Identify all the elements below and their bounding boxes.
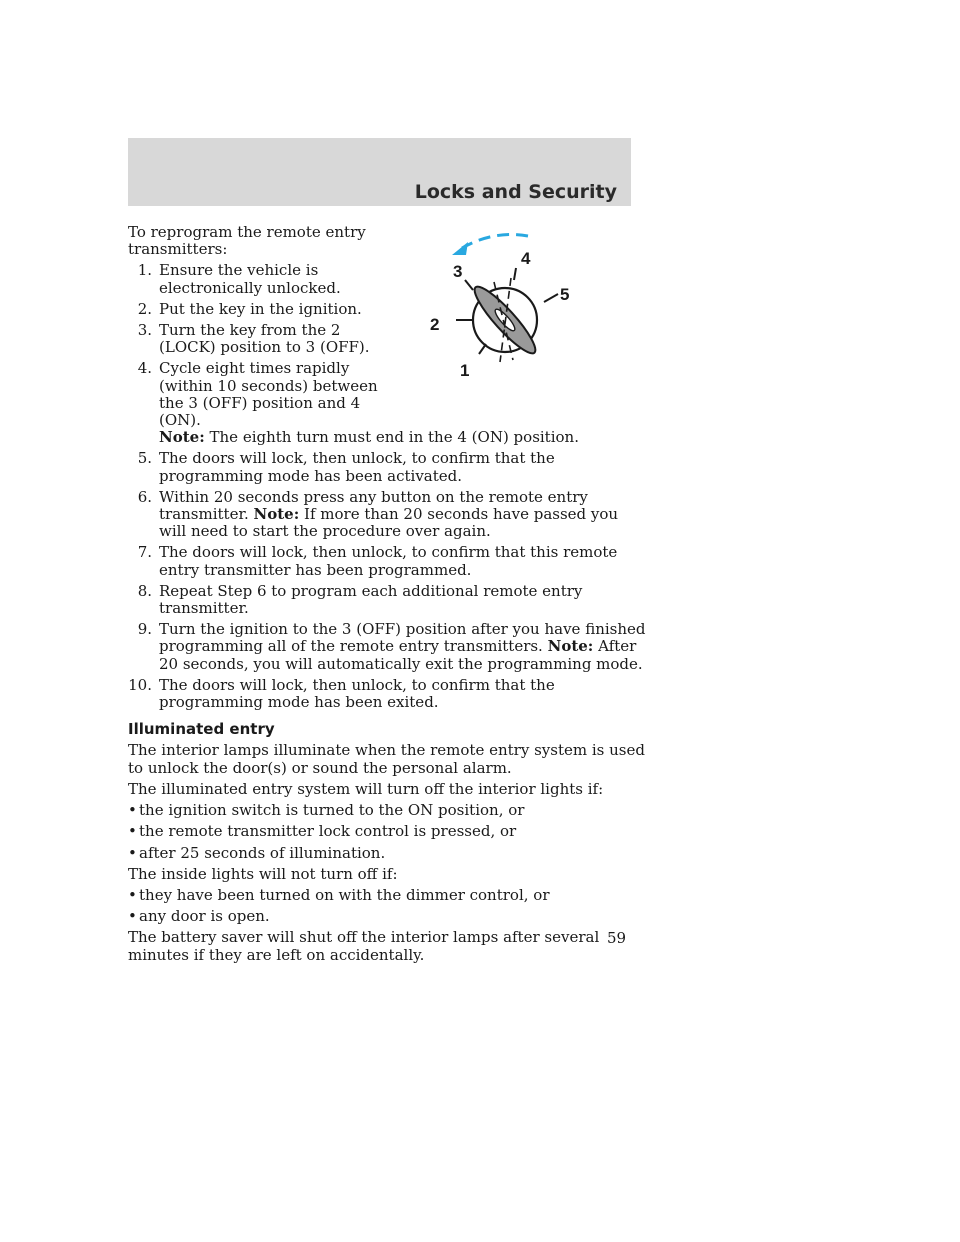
list-item	[128, 908, 648, 925]
step-number: 9.	[137, 620, 152, 639]
step-number: 4.	[137, 359, 152, 378]
note-label: Note:	[253, 505, 300, 524]
bullet-icon: •	[128, 907, 137, 926]
step-number: 2.	[137, 299, 152, 318]
step-text: Ensure the vehicle is electronically unlocked.	[159, 261, 341, 297]
step-2	[128, 301, 384, 318]
bullet-icon: •	[128, 843, 137, 862]
bullet-icon: •	[128, 801, 137, 820]
page-number: 59	[607, 929, 627, 947]
step-number: 7.	[137, 543, 152, 562]
step-text: Cycle eight times rapidly (within 10 seconds) between the 3 (OFF) position and 4 (ON).	[159, 359, 378, 430]
step-number: 5.	[137, 449, 152, 468]
bullet-text: the remote transmitter lock control is pressed, or	[139, 822, 517, 841]
illuminated-paragraph-4: The battery saver will shut off the interior lamps after several minutes if they are left on accidentally.	[128, 928, 600, 964]
bullet-icon: •	[128, 885, 137, 904]
bullet-text: the ignition switch is turned to the ON position, or	[139, 801, 525, 820]
step-10	[128, 677, 648, 711]
note-text: The eighth turn must end in the 4 (ON) position.	[209, 428, 579, 447]
step-1	[128, 262, 384, 296]
illuminated-paragraph-1: The interior lamps illuminate when the remote entry system is used to unlock the door(s) or sound the personal alarm.	[128, 741, 645, 777]
label-2: 2	[430, 315, 440, 334]
step-number: 1.	[137, 261, 152, 280]
step-4-note	[159, 429, 648, 446]
step-number: 10.	[128, 675, 152, 694]
illuminated-paragraph-2: The illuminated entry system will turn off the interior lights if:	[128, 779, 604, 798]
list-item	[128, 845, 648, 862]
label-1: 1	[460, 361, 470, 380]
illuminated-paragraph-3: The inside lights will not turn off if:	[128, 864, 398, 883]
bullet-text: they have been turned on with the dimmer control, or	[139, 885, 550, 904]
step-number: 8.	[137, 581, 152, 600]
step-4	[128, 360, 648, 446]
step-8	[128, 583, 648, 617]
page-content	[128, 224, 648, 964]
step-text: Within 20 seconds press any button on the remote entry transmitter.	[159, 487, 588, 524]
list-item	[128, 887, 648, 904]
step-number: 6.	[137, 487, 152, 506]
bullet-text: any door is open.	[139, 907, 270, 926]
illuminated-entry-heading: Illuminated entry	[128, 720, 275, 739]
bullet-text: after 25 seconds of illumination.	[139, 843, 386, 862]
intro-text: To reprogram the remote entry transmitters:	[128, 223, 366, 259]
step-9	[128, 621, 648, 673]
label-4: 4	[521, 249, 531, 268]
step-5	[128, 450, 648, 484]
step-7	[128, 544, 648, 578]
step-6	[128, 489, 648, 541]
step-text: The doors will lock, then unlock, to confirm that this remote entry transmitter has been programmed.	[159, 543, 618, 579]
note-text: If more than 20 seconds have passed you will need to start the procedure over again.	[159, 505, 619, 541]
note-text: After 20 seconds, you will automatically exit the programming mode.	[159, 637, 643, 673]
note-label: Note:	[547, 637, 594, 656]
step-number: 3.	[137, 321, 152, 340]
note-label: Note:	[159, 428, 205, 447]
list-item	[128, 802, 648, 819]
label-5: 5	[560, 285, 570, 304]
section-title: Locks and Security	[414, 181, 617, 203]
step-text: Repeat Step 6 to program each additional remote entry transmitter.	[159, 581, 583, 618]
step-text: The doors will lock, then unlock, to confirm that the programming mode has been activated.	[159, 449, 555, 485]
step-text: Turn the key from the 2 (LOCK) position to 3 (OFF).	[159, 321, 370, 357]
label-3: 3	[453, 262, 463, 281]
step-text: Put the key in the ignition.	[159, 299, 362, 318]
list-item	[128, 823, 648, 840]
step-text: The doors will lock, then unlock, to confirm that the programming mode has been exited.	[159, 675, 555, 712]
step-text: Turn the ignition to the 3 (OFF) position after you have finished programming all of the remote entry transmitters.	[159, 620, 646, 656]
bullet-icon: •	[128, 822, 137, 841]
header-band	[128, 138, 631, 206]
step-3	[128, 322, 384, 356]
